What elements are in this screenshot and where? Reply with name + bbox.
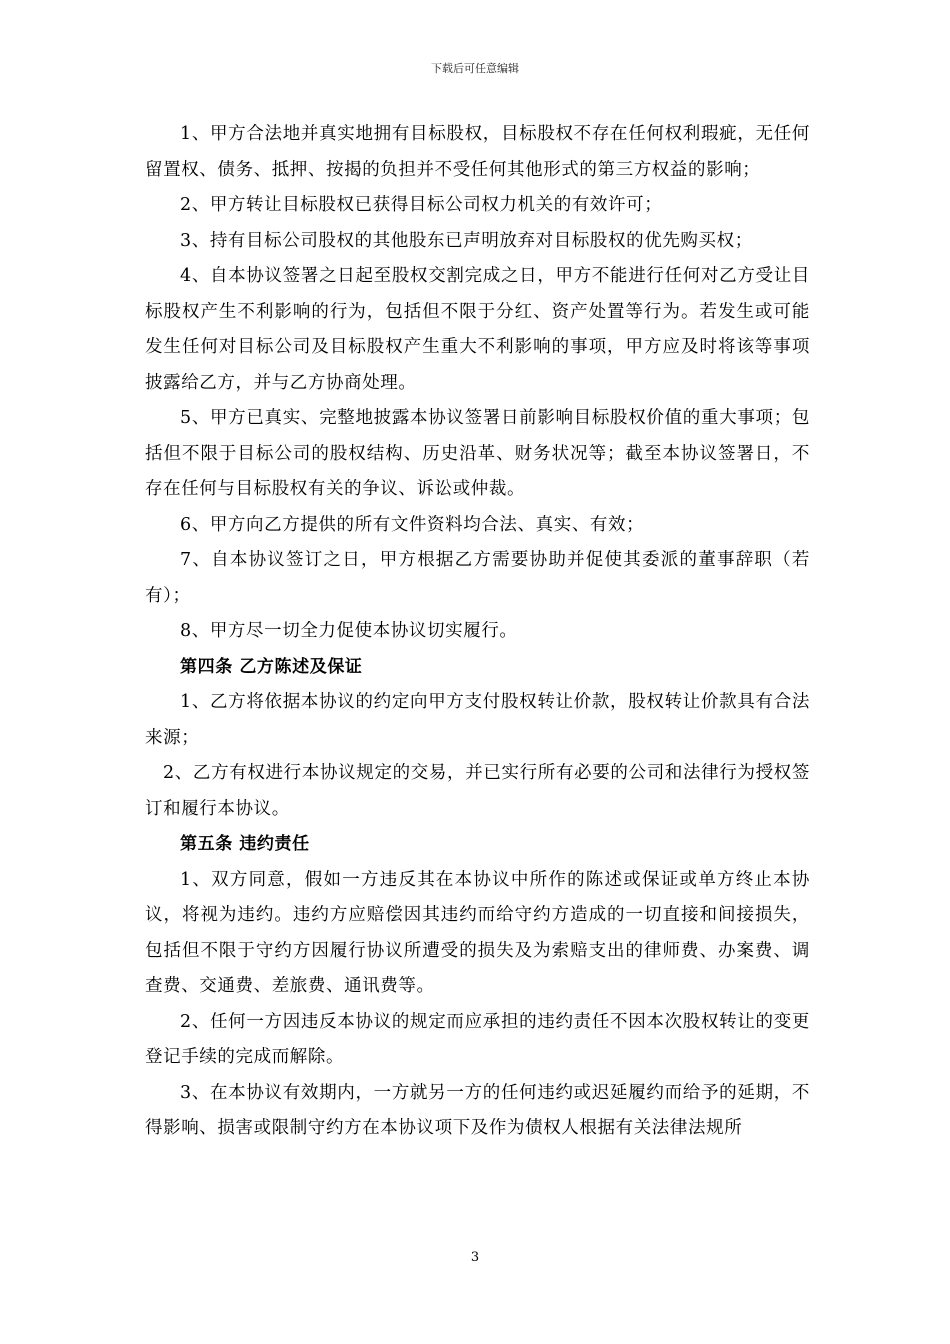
paragraph-5-2: 2、任何一方因违反本协议的规定而应承担的违约责任不因本次股权转让的变更登记手续的完成而解除。 <box>145 1011 810 1067</box>
document-body <box>145 117 810 1147</box>
paragraph-4-1: 1、乙方将依据本协议的约定向甲方支付股权转让价款，股权转让价款具有合法来源； <box>145 692 810 748</box>
paragraph-4-2: 2、乙方有权进行本协议规定的交易，并已实行所有必要的公司和法律行为授权签订和履行本协议。 <box>145 763 810 819</box>
paragraph-5-1: 1、双方同意，假如一方违反其在本协议中所作的陈述或保证或单方终止本协议，将视为违约。违约方应赔偿因其违约而给守约方造成的一切直接和间接损失，包括但不限于守约方因履行协议所遭受的损失及为索赔支出的律师费、办案费、调查费、交通费、差旅费、通讯费等。 <box>145 869 810 996</box>
page-number: 3 <box>470 1250 480 1265</box>
section-5-heading: 第五条 违约责任 <box>180 834 310 854</box>
paragraph-3-4: 4、自本协议签署之日起至股权交割完成之日，甲方不能进行任何对乙方受让目标股权产生不利影响的行为，包括但不限于分红、资产处置等行为。若发生或可能发生任何对目标公司及目标股权产生重大不利影响的事项，甲方应及时将该等事项披露给乙方，并与乙方协商处理。 <box>145 266 810 393</box>
paragraph-3-7: 7、自本协议签订之日，甲方根据乙方需要协助并促使其委派的董事辞职（若有）； <box>145 550 810 606</box>
paragraph-3-5: 5、甲方已真实、完整地披露本协议签署日前影响目标股权价值的重大事项；包括但不限于目标公司的股权结构、历史沿革、财务状况等；截至本协议签署日，不存在任何与目标股权有关的争议、诉讼或仲裁。 <box>145 408 810 499</box>
paragraph-5-3: 3、在本协议有效期内，一方就另一方的任何违约或迟延履约而给予的延期，不得影响、损害或限制守约方在本协议项下及作为债权人根据有关法律法规所 <box>145 1082 810 1138</box>
section-4-heading: 第四条 乙方陈述及保证 <box>180 656 363 677</box>
paragraph-3-3: 3、持有目标公司股权的其他股东已声明放弃对目标股权的优先购买权； <box>180 230 753 251</box>
paragraph-3-2: 2、甲方转让目标股权已获得目标公司权力机关的有效许可； <box>180 195 663 215</box>
paragraph-3-8: 8、甲方尽一切全力促使本协议切实履行。 <box>180 621 518 641</box>
page-header: 下载后可任意编辑 <box>431 62 519 75</box>
paragraph-3-6: 6、甲方向乙方提供的所有文件资料均合法、真实、有效； <box>180 514 645 535</box>
paragraph-3-1: 1、甲方合法地并真实地拥有目标股权，目标股权不存在任何权利瑕疵，无任何留置权、债务、抵押、按揭的负担并不受任何其他形式的第三方权益的影响； <box>145 124 810 180</box>
